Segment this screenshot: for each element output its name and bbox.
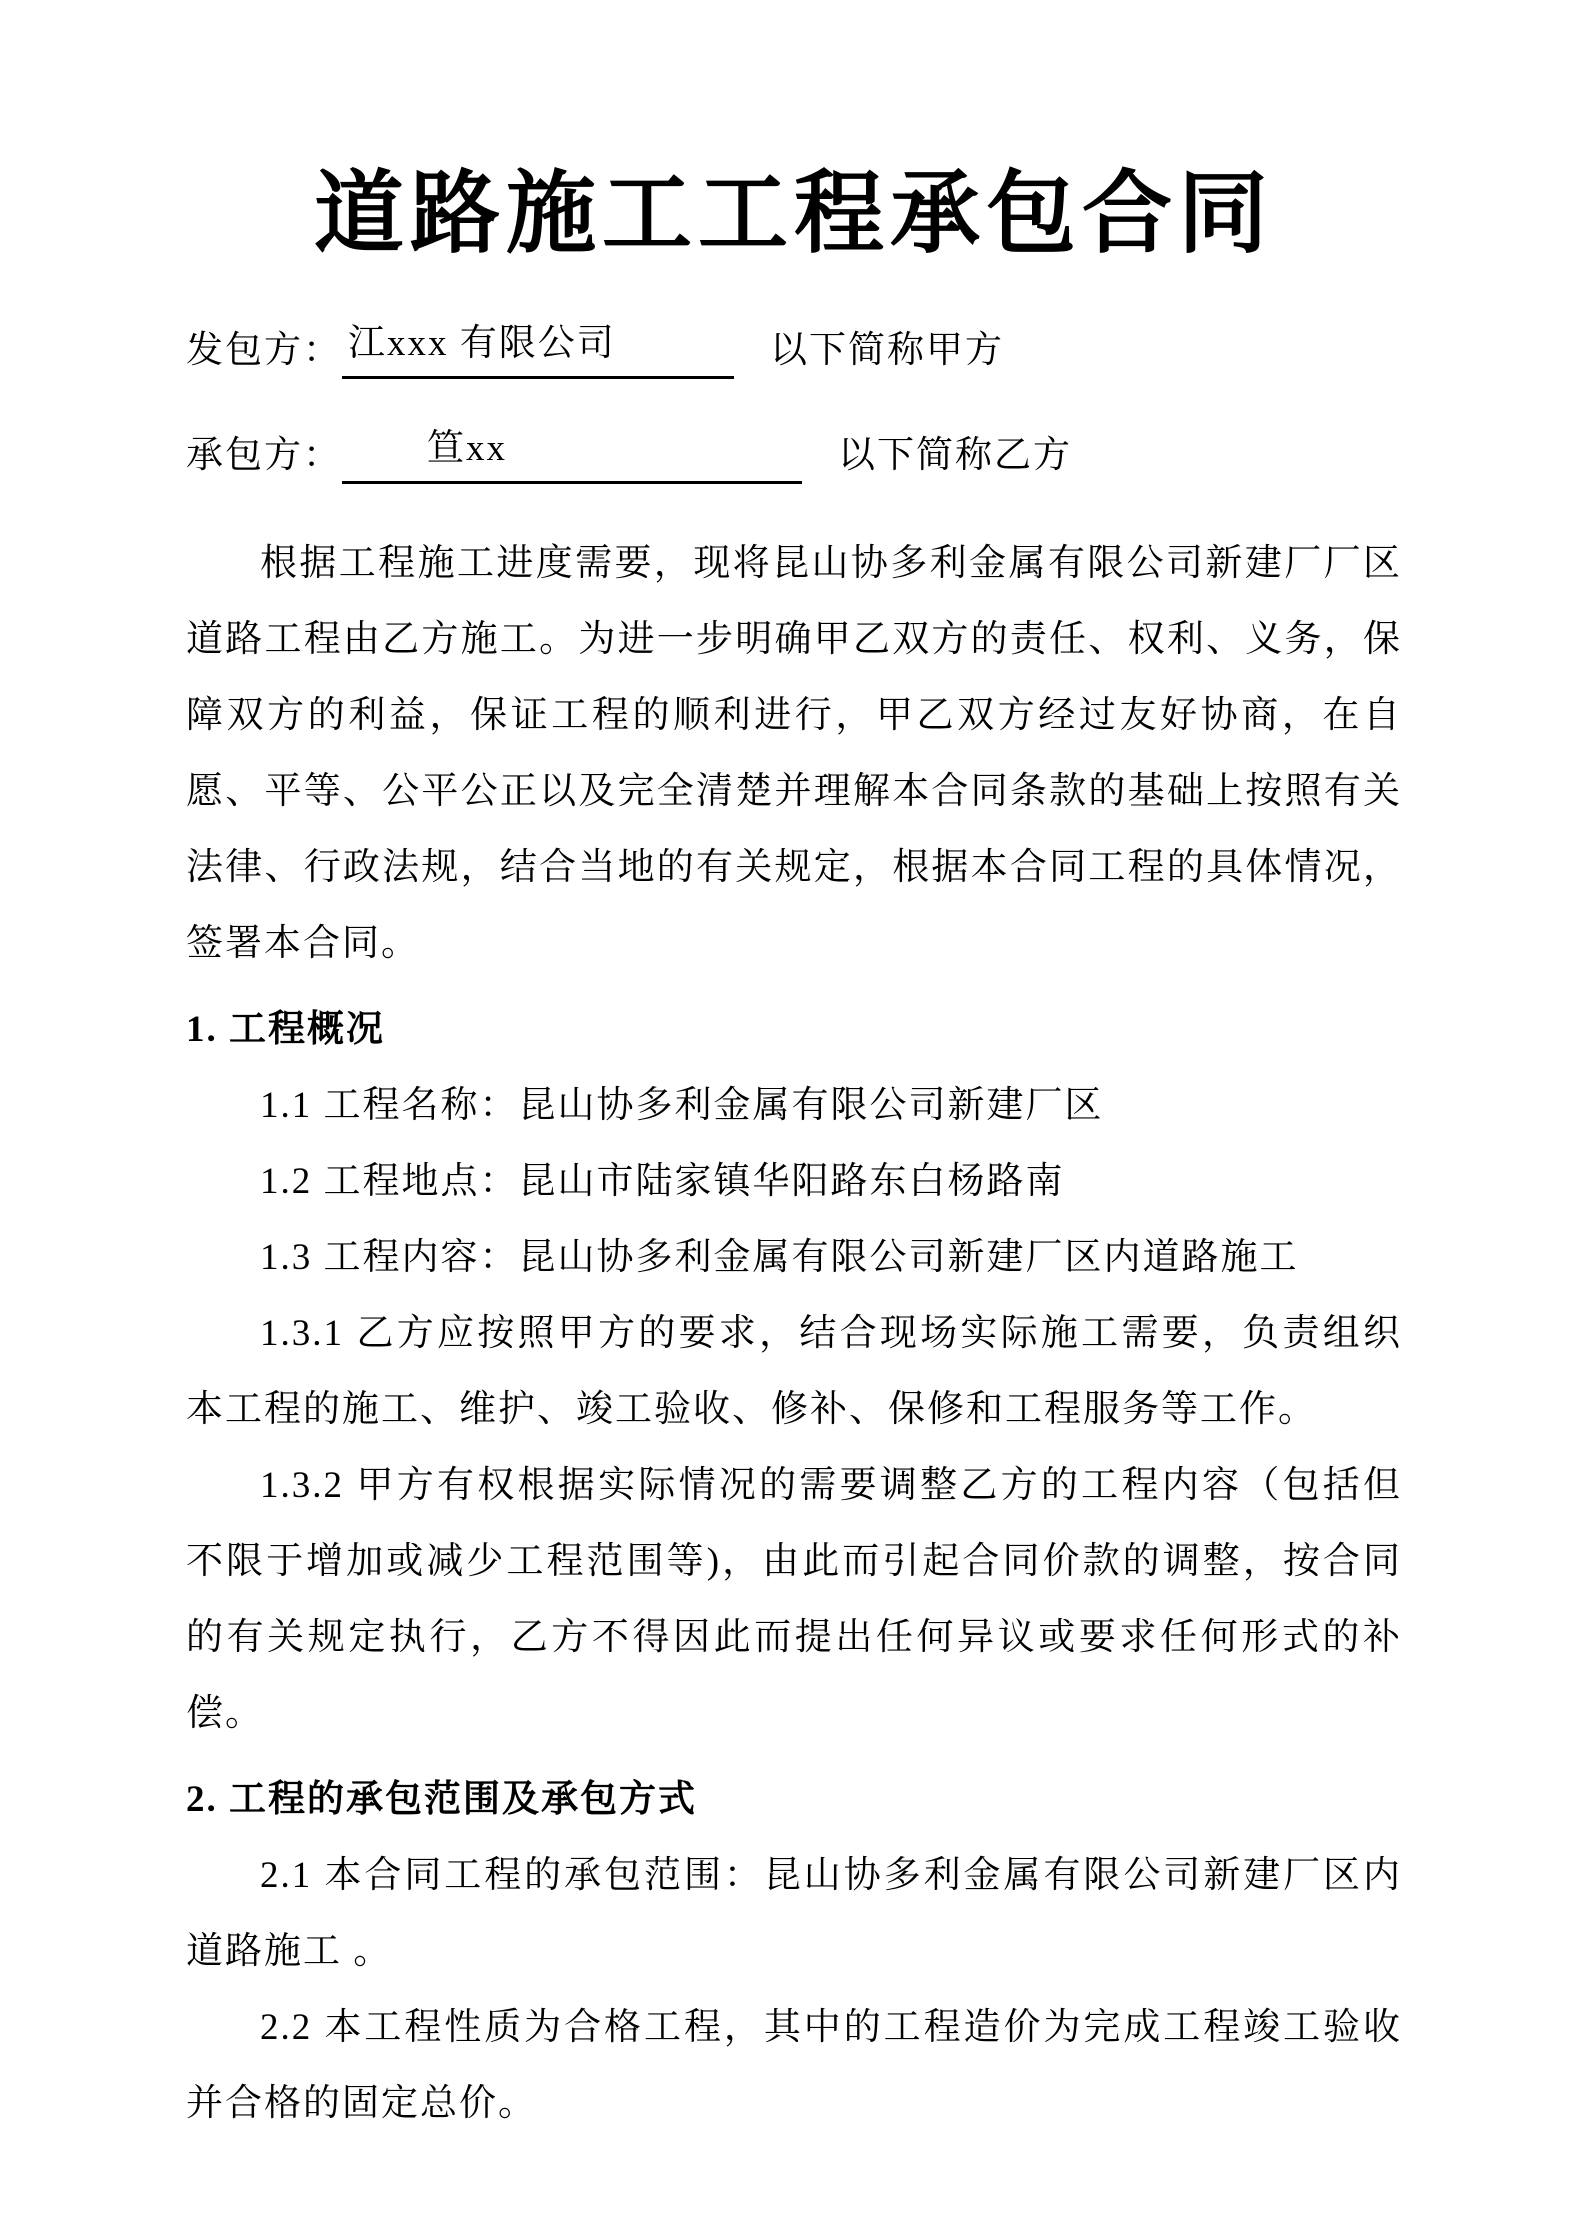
contract-clause-2-1: 2.1 本合同工程的承包范围：昆山协多利金属有限公司新建厂区内道路施工 。 <box>186 1855 1402 1972</box>
contract-body <box>186 526 1402 2142</box>
intro-paragraph: 根据工程施工进度需要，现将昆山协多利金属有限公司新建厂厂区道路工程由乙方施工。为进一步明确甲乙双方的责任、权利、义务，保障双方的利益，保证工程的顺利进行，甲乙双方经过友好协商，在自愿、平等、公平公正以及完全清楚并理解本合同条款的基础上按照有关法律、行政法规，结合当地的有关规定，根据本合同工程的具体情况，签署本合同。 <box>186 543 1402 964</box>
contract-clause-1-3-1: 1.3.1 乙方应按照甲方的要求，结合现场实际施工需要，负责组织本工程的施工、维护、竣工验收、修补、保修和工程服务等工作。 <box>186 1313 1402 1430</box>
contract-clause-1-1: 1.1 工程名称：昆山协多利金属有限公司新建厂区 <box>260 1085 1104 1126</box>
contractor-label: 承包方： <box>186 435 342 476</box>
employer-alias-note: 以下简称甲方 <box>770 330 1004 371</box>
contract-title: 道路施工工程承包合同 <box>314 165 1274 264</box>
party-row-contractor <box>186 421 1402 484</box>
contract-clause-2-2: 2.2 本工程性质为合格工程，其中的工程造价为完成工程竣工验收并合格的固定总价。 <box>186 2007 1402 2124</box>
contract-clause-1-3: 1.3 工程内容：昆山协多利金属有限公司新建厂区内道路施工 <box>260 1237 1299 1278</box>
section-heading-1: 1. 工程概况 <box>186 1009 385 1050</box>
employer-label: 发包方： <box>186 330 342 371</box>
employer-name-underline: 江xxx 有限公司 <box>342 316 734 379</box>
party-row-employer <box>186 316 1402 379</box>
section-heading-2: 2. 工程的承包范围及承包方式 <box>186 1779 697 1820</box>
contract-clause-1-2: 1.2 工程地点：昆山市陆家镇华阳路东白杨路南 <box>260 1161 1065 1202</box>
contractor-name-underline: 笪xx <box>342 421 802 484</box>
contractor-alias-note: 以下简称乙方 <box>838 435 1072 476</box>
contract-clause-1-3-2: 1.3.2 甲方有权根据实际情况的需要调整乙方的工程内容（包括但不限于增加或减少工程范围等)，由此而引起合同价款的调整，按合同的有关规定执行，乙方不得因此而提出任何异议或要求任何形式的补偿。 <box>186 1465 1402 1734</box>
